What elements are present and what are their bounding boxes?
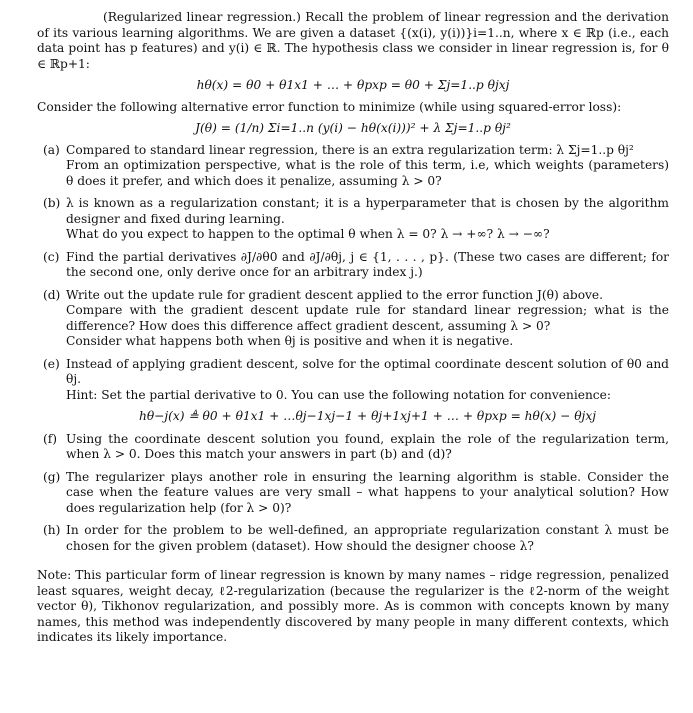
question-label: (d) — [43, 287, 61, 302]
question-text: λ is known as a regularization constant; it is a hyperparameter that is chosen by the algorithm designer and fixed during learning. — [66, 196, 669, 226]
question-list — [37, 143, 669, 555]
question-c — [37, 250, 669, 281]
question-text: What do you expect to happen to the optimal θ when λ = 0? λ → +∞? λ → −∞? — [66, 227, 550, 241]
question-text: Find the partial derivatives ∂J/∂θ0 and ∂J/∂θj, j ∈ {1, . . . , p}. (These two cases are different; for the second one, only derive once for an arbitrary index j.) — [66, 249, 669, 279]
question-text: From an optimization perspective, what is the role of this term, i.e, which weights (parameters) θ does it prefer, and which does it penalize, assuming λ > 0? — [66, 158, 669, 188]
question-text: Using the coordinate descent solution you found, explain the role of the regularization term, when λ > 0. Does this match your answers in part (b) and (d)? — [66, 431, 669, 461]
question-label: (c) — [43, 249, 60, 264]
notation-equation: hθ−j(x) ≜ θ0 + θ1x1 + …θj−1xj−1 + θj+1xj+1 + … + θpxp = hθ(x) − θjxj — [139, 409, 596, 423]
question-b — [37, 196, 669, 243]
consider-paragraph: Consider the following alternative error function to minimize (while using squared-error loss): — [37, 99, 622, 114]
question-text: Consider what happens both when θj is positive and when it is negative. — [66, 334, 514, 348]
question-label: (f) — [43, 431, 58, 446]
cost-equation: J(θ) = (1/n) Σi=1..n (y(i) − hθ(x(i)))² + λ Σj=1..p θj² — [195, 121, 511, 135]
question-text: Write out the update rule for gradient descent applied to the error function J(θ) above. — [66, 287, 604, 302]
question-a — [37, 143, 669, 190]
question-text: The regularizer plays another role in ensuring the learning algorithm is stable. Consider the case when the feature values are very small – what happens to your analytical solution? How does regularization help (for λ > 0)? — [66, 469, 669, 515]
question-label: (a) — [43, 142, 60, 157]
question-h — [37, 523, 669, 554]
question-text: Compared to standard linear regression, there is an extra regularization term: λ Σj=1..p θj² — [66, 142, 634, 157]
question-d — [37, 288, 669, 350]
question-text: In order for the problem to be well-defined, an appropriate regularization constant λ must be chosen for the given problem (dataset). How should the designer choose λ? — [66, 523, 669, 553]
question-g — [37, 470, 669, 517]
question-f — [37, 432, 669, 463]
question-label: (e) — [43, 356, 60, 371]
question-label: (h) — [43, 523, 61, 537]
intro-paragraph: (Regularized linear regression.) Recall the problem of linear regression and the derivation of its various learning algorithms. We are given a dataset {(x(i), y(i))}i=1..n, where x ∈ ℝp (i.e., each data point has p features) and y(i) ∈ ℝ. The hypothesis class we consider in linear regression is, for θ ∈ ℝp+1: — [37, 10, 669, 71]
question-e — [37, 357, 669, 425]
question-text: Hint: Set the partial derivative to 0. You can use the following notation for convenience: — [66, 387, 611, 402]
note-paragraph: Note: This particular form of linear regression is known by many names – ridge regression, penalized least squares, weight decay, ℓ2-regularization (because the regularizer is the ℓ2-norm of the weight vector θ), Tikhonov regularization, and possibly more. As is common with concepts known by many names, this method was independently discovered by many people in many different contexts, which indicates its likely importance. — [37, 568, 669, 644]
hypothesis-equation: hθ(x) = θ0 + θ1x1 + … + θpxp = θ0 + Σj=1..p θjxj — [196, 78, 510, 92]
question-label: (g) — [43, 469, 61, 484]
question-text: Instead of applying gradient descent, solve for the optimal coordinate descent solution of θ0 and θj. — [66, 356, 669, 386]
question-label: (b) — [43, 196, 61, 210]
question-text: Compare with the gradient descent update rule for standard linear regression; what is the difference? How does this difference affect gradient descent, assuming λ > 0? — [66, 303, 669, 333]
